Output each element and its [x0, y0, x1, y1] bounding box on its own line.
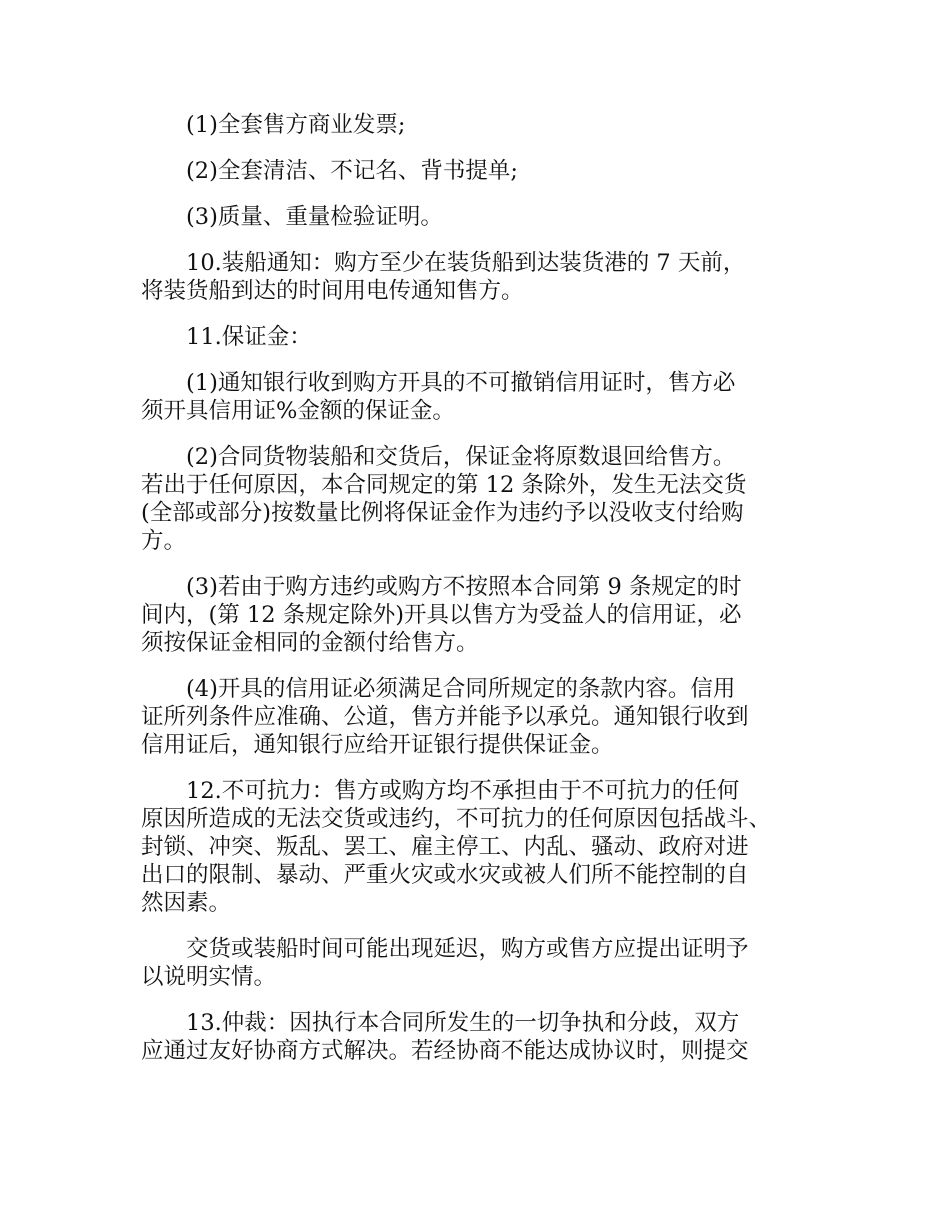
paragraph-line: 以说明实情。 [141, 964, 277, 990]
paragraph-line: 12.不可抗力：售方或购方均不承担由于不可抗力的任何 [186, 778, 740, 804]
contract-paragraph [141, 157, 821, 185]
paragraph-line: 须开具信用证%金额的保证金。 [141, 398, 455, 424]
paragraph-line: 应通过友好协商方式解决。若经协商不能达成协议时，则提交 [141, 1038, 749, 1064]
paragraph-line: (全部或部分)按数量比例将保证金作为违约予以没收支付给购 [141, 500, 744, 526]
paragraph-line: 将装货船到达的时间用电传通知售方。 [141, 278, 524, 304]
contract-paragraph [141, 249, 821, 305]
contract-paragraph [141, 203, 821, 231]
paragraph-line: 封锁、冲突、叛乱、罢工、雇主停工、内乱、骚动、政府对进 [141, 834, 749, 860]
paragraph-line: 然因素。 [141, 890, 232, 916]
paragraph-line: 信用证后，通知银行应给开证银行提供保证金。 [141, 732, 614, 758]
contract-paragraph [141, 1009, 821, 1065]
paragraph-line: 须按保证金相同的金额付给售方。 [141, 630, 479, 656]
contract-paragraph [141, 111, 821, 139]
contract-paragraph [141, 935, 821, 991]
contract-paragraph [141, 675, 821, 759]
paragraph-line: 若出于任何原因，本合同规定的第 12 条除外，发生无法交货 [141, 472, 747, 498]
paragraph-line: 10.装船通知：购方至少在装货船到达装货港的 7 天前， [186, 250, 746, 276]
paragraph-line: 间内，(第 12 条规定除外)开具以售方为受益人的信用证，必 [141, 602, 742, 628]
paragraph-line: 交货或装船时间可能出现延迟，购方或售方应提出证明予 [186, 936, 749, 962]
paragraph-line: 13.仲裁：因执行本合同所发生的一切争执和分歧，双方 [186, 1010, 740, 1036]
contract-paragraph [141, 323, 821, 351]
document-body [141, 111, 821, 1083]
paragraph-line: (4)开具的信用证必须满足合同所规定的条款内容。信用 [186, 676, 736, 702]
contract-paragraph [141, 573, 821, 657]
paragraph-line: (1)全套售方商业发票; [186, 112, 406, 138]
paragraph-line: 原因所造成的无法交货或违约，不可抗力的任何原因包括战斗、 [141, 806, 772, 832]
paragraph-line: 11.保证金： [186, 324, 312, 350]
contract-paragraph [141, 777, 821, 917]
paragraph-line: 出口的限制、暴动、严重火灾或水灾或被人们所不能控制的自 [141, 862, 749, 888]
paragraph-line: 证所列条件应准确、公道，售方并能予以承兑。通知银行收到 [141, 704, 749, 730]
paragraph-line: 方。 [141, 528, 187, 554]
paragraph-line: (2)全套清洁、不记名、背书提单; [186, 158, 518, 184]
paragraph-line: (3)若由于购方违约或购方不按照本合同第 9 条规定的时 [186, 574, 742, 600]
paragraph-line: (2)合同货物装船和交货后，保证金将原数退回给售方。 [186, 444, 736, 470]
paragraph-line: (1)通知银行收到购方开具的不可撤销信用证时，售方必 [186, 370, 736, 396]
contract-paragraph [141, 443, 821, 555]
paragraph-line: (3)质量、重量检验证明。 [186, 204, 443, 230]
contract-paragraph [141, 369, 821, 425]
